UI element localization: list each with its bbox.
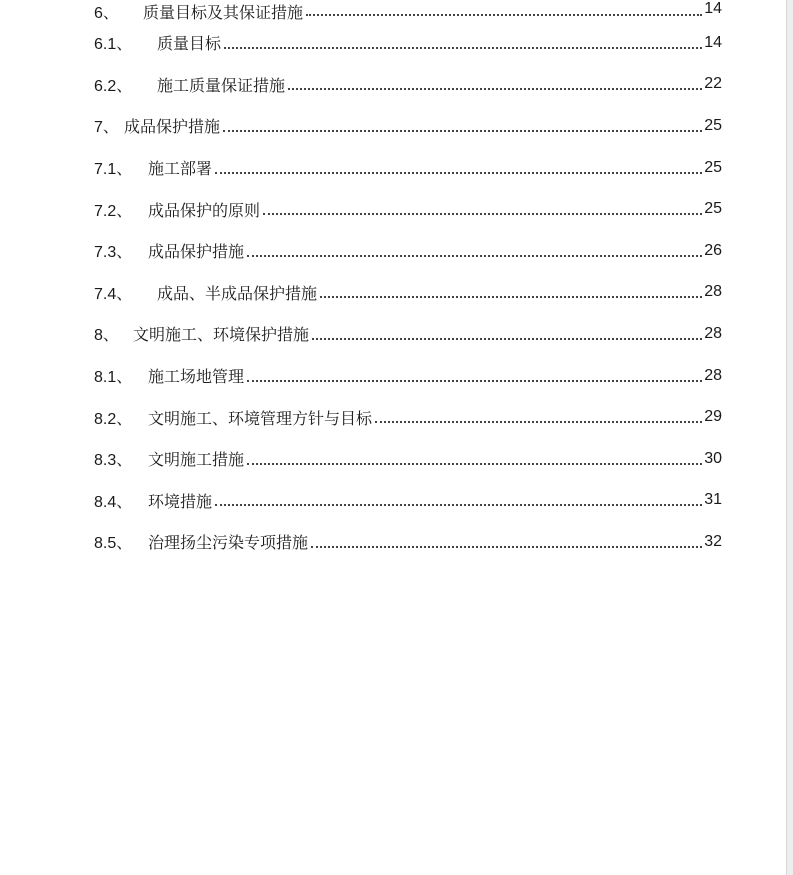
toc-entry-page: 26 [704, 241, 722, 259]
toc-entry-number: 8.1、 [94, 369, 133, 387]
toc-entry-title: 文明施工措施 [148, 452, 245, 470]
toc-entry-page: 25 [704, 116, 722, 134]
toc-entry-6[interactable] [94, 0, 722, 22]
toc-entry-page: 25 [704, 200, 722, 218]
toc-entry-title: 成品保护的原则 [148, 202, 261, 220]
toc-entry-number: 8.2、 [94, 410, 133, 428]
dot-leader [306, 2, 702, 18]
toc-entry-title: 环境措施 [148, 493, 213, 511]
dot-leader [223, 118, 702, 134]
toc-entry-number: 8.4、 [94, 493, 133, 511]
toc-entry-6-2[interactable] [94, 64, 722, 106]
toc-entry-title: 质量目标 [157, 36, 222, 54]
toc-entry-8[interactable] [94, 313, 722, 355]
dot-leader [215, 160, 702, 176]
toc-entry-page: 29 [704, 408, 722, 426]
toc-entry-page: 32 [704, 532, 722, 550]
toc-entry-8-4[interactable] [94, 480, 722, 522]
toc-entry-title: 文明施工、环境管理方针与目标 [148, 410, 373, 428]
dot-leader [247, 368, 702, 384]
toc-entry-number: 7.2、 [94, 202, 133, 220]
toc-entry-page: 30 [704, 449, 722, 467]
toc-entry-page: 14 [704, 0, 722, 17]
toc-entry-6-1[interactable] [94, 22, 722, 64]
table-of-contents [94, 0, 722, 563]
dot-leader [224, 35, 702, 51]
dot-leader [288, 76, 702, 92]
toc-entry-number: 6.1、 [94, 36, 133, 54]
toc-entry-title: 治理扬尘污染专项措施 [148, 535, 309, 553]
toc-entry-page: 31 [704, 491, 722, 509]
toc-entry-7-3[interactable] [94, 230, 722, 272]
toc-entry-number: 6.2、 [94, 77, 133, 95]
dot-leader [215, 492, 702, 508]
toc-entry-page: 28 [704, 366, 722, 384]
toc-entry-number: 7.3、 [94, 244, 133, 262]
toc-entry-8-1[interactable] [94, 355, 722, 397]
toc-entry-7-2[interactable] [94, 188, 722, 230]
toc-entry-title: 文明施工、环境保护措施 [133, 327, 310, 345]
dot-leader [375, 409, 702, 425]
toc-entry-7[interactable] [94, 105, 722, 147]
dot-leader [312, 326, 702, 342]
toc-entry-number: 8.3、 [94, 452, 133, 470]
toc-entry-number: 8、 [94, 327, 119, 345]
dot-leader [247, 243, 702, 259]
toc-entry-8-5[interactable] [94, 521, 722, 563]
dot-leader [247, 451, 702, 467]
dot-leader [311, 534, 702, 550]
toc-entry-7-4[interactable] [94, 272, 722, 314]
toc-entry-page: 14 [704, 33, 722, 51]
dot-leader [263, 201, 702, 217]
toc-entry-number: 7、 [94, 119, 119, 137]
toc-entry-page: 28 [704, 283, 722, 301]
toc-entry-title: 成品保护措施 [148, 244, 245, 262]
toc-entry-8-2[interactable] [94, 396, 722, 438]
toc-entry-title: 施工部署 [148, 161, 213, 179]
page-edge-scrollbar-track [786, 0, 793, 875]
toc-entry-page: 28 [704, 324, 722, 342]
toc-entry-number: 7.4、 [94, 285, 133, 303]
toc-entry-page: 22 [704, 75, 722, 93]
toc-entry-page: 25 [704, 158, 722, 176]
toc-entry-number: 8.5、 [94, 535, 133, 553]
toc-entry-7-1[interactable] [94, 147, 722, 189]
dot-leader [320, 284, 702, 300]
toc-entry-title: 成品保护措施 [124, 119, 221, 137]
toc-entry-title: 质量目标及其保证措施 [143, 5, 304, 22]
toc-entry-title: 施工质量保证措施 [157, 77, 286, 95]
toc-entry-number: 6、 [94, 5, 119, 22]
toc-entry-8-3[interactable] [94, 438, 722, 480]
toc-entry-number: 7.1、 [94, 161, 133, 179]
toc-entry-title: 成品、半成品保护措施 [157, 285, 318, 303]
toc-entry-title: 施工场地管理 [148, 369, 245, 387]
